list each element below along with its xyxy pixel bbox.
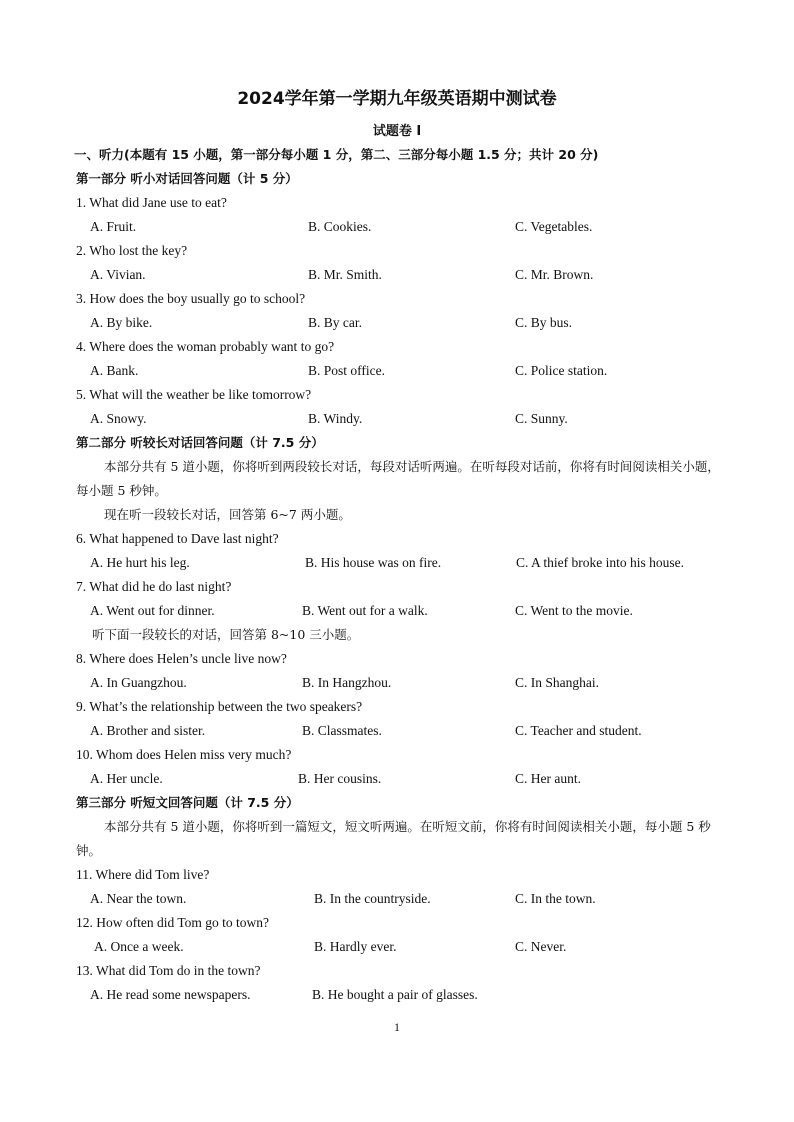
options-13 xyxy=(76,983,726,1007)
options-4 xyxy=(76,359,726,383)
option-10c: C. Her aunt. xyxy=(515,771,581,786)
option-13b: B. He bought a pair of glasses. xyxy=(312,987,478,1002)
option-12a: A. Once a week. xyxy=(94,939,184,954)
options-3 xyxy=(76,311,726,335)
option-11c: C. In the town. xyxy=(515,891,596,906)
option-10b: B. Her cousins. xyxy=(298,771,382,786)
option-7c: C. Went to the movie. xyxy=(515,603,633,618)
question-10: 10. Whom does Helen miss very much? xyxy=(76,747,292,762)
options-8 xyxy=(76,671,726,695)
question-8: 8. Where does Helen’s uncle live now? xyxy=(76,651,287,666)
options-2 xyxy=(76,263,726,287)
section3-intro: 本部分共有 5 道小题，你将听到一篇短文，短文听两遍。在听短文前，你将有时间阅读相关小题，每小题 5 秒钟。 xyxy=(76,819,711,858)
option-9c: C. Teacher and student. xyxy=(515,723,642,738)
option-5b: B. Windy. xyxy=(308,411,363,426)
section2-header: 第二部分 听较长对话回答问题（计 7.5 分） xyxy=(76,435,324,450)
option-2a: A. Vivian. xyxy=(90,267,146,282)
question-3: 3. How does the boy usually go to school? xyxy=(76,291,306,306)
options-5 xyxy=(76,407,726,431)
option-1c: C. Vegetables. xyxy=(515,219,593,234)
question-9: 9. What’s the relationship between the two speakers? xyxy=(76,699,363,714)
option-7b: B. Went out for a walk. xyxy=(302,603,428,618)
options-12 xyxy=(76,935,726,959)
section2-note1: 现在听一段较长对话，回答第 6~7 两小题。 xyxy=(104,507,351,522)
option-3c: C. By bus. xyxy=(515,315,573,330)
question-5: 5. What will the weather be like tomorrow? xyxy=(76,387,312,402)
option-1b: B. Cookies. xyxy=(308,219,372,234)
option-9b: B. Classmates. xyxy=(302,723,382,738)
exam-body xyxy=(76,143,726,1007)
option-5c: C. Sunny. xyxy=(515,411,568,426)
options-7 xyxy=(76,599,726,623)
section1-header: 第一部分 听小对话回答问题（计 5 分） xyxy=(76,171,298,186)
question-11: 11. Where did Tom live? xyxy=(76,867,210,882)
question-1: 1. What did Jane use to eat? xyxy=(76,195,227,210)
option-4c: C. Police station. xyxy=(515,363,608,378)
option-13a: A. He read some newspapers. xyxy=(90,987,251,1002)
option-2b: B. Mr. Smith. xyxy=(308,267,382,282)
option-10a: A. Her uncle. xyxy=(90,771,163,786)
exam-title: 2024学年第一学期九年级英语期中测试卷 xyxy=(237,89,557,109)
option-3b: B. By car. xyxy=(308,315,362,330)
question-4: 4. Where does the woman probably want to go? xyxy=(76,339,335,354)
option-11a: A. Near the town. xyxy=(90,891,187,906)
option-7a: A. Went out for dinner. xyxy=(90,603,215,618)
option-11b: B. In the countryside. xyxy=(314,891,431,906)
option-6b: B. His house was on fire. xyxy=(305,555,442,570)
option-9a: A. Brother and sister. xyxy=(90,723,206,738)
question-6: 6. What happened to Dave last night? xyxy=(76,531,279,546)
options-1 xyxy=(76,215,726,239)
option-6a: A. He hurt his leg. xyxy=(90,555,190,570)
option-4b: B. Post office. xyxy=(308,363,385,378)
option-6c: C. A thief broke into his house. xyxy=(516,555,684,570)
option-5a: A. Snowy. xyxy=(90,411,147,426)
options-9 xyxy=(76,719,726,743)
option-4a: A. Bank. xyxy=(90,363,139,378)
question-7: 7. What did he do last night? xyxy=(76,579,232,594)
options-11 xyxy=(76,887,726,911)
page-number: 1 xyxy=(394,1020,400,1034)
section2-note2: 听下面一段较长的对话，回答第 8~10 三小题。 xyxy=(92,627,360,642)
question-12: 12. How often did Tom go to town? xyxy=(76,915,270,930)
option-1a: A. Fruit. xyxy=(90,219,137,234)
option-12c: C. Never. xyxy=(515,939,567,954)
options-10 xyxy=(76,767,726,791)
section3-header: 第三部分 听短文回答问题（计 7.5 分） xyxy=(76,795,299,810)
part-header: 一、听力(本题有 15 小题，第一部分每小题 1 分，第二、三部分每小题 1.5 分；共计 20 分) xyxy=(74,147,599,162)
option-2c: C. Mr. Brown. xyxy=(515,267,594,282)
option-12b: B. Hardly ever. xyxy=(314,939,397,954)
question-13: 13. What did Tom do in the town? xyxy=(76,963,261,978)
option-8c: C. In Shanghai. xyxy=(515,675,599,690)
exam-subtitle: 试题卷 I xyxy=(372,124,422,139)
options-6 xyxy=(76,551,726,575)
option-3a: A. By bike. xyxy=(90,315,153,330)
option-8b: B. In Hangzhou. xyxy=(302,675,392,690)
question-2: 2. Who lost the key? xyxy=(76,243,188,258)
option-8a: A. In Guangzhou. xyxy=(90,675,187,690)
section2-intro: 本部分共有 5 道小题，你将听到两段较长对话，每段对话听两遍。在听每段对话前，你将有时间阅读相关小题，每小题 5 秒钟。 xyxy=(76,459,720,498)
